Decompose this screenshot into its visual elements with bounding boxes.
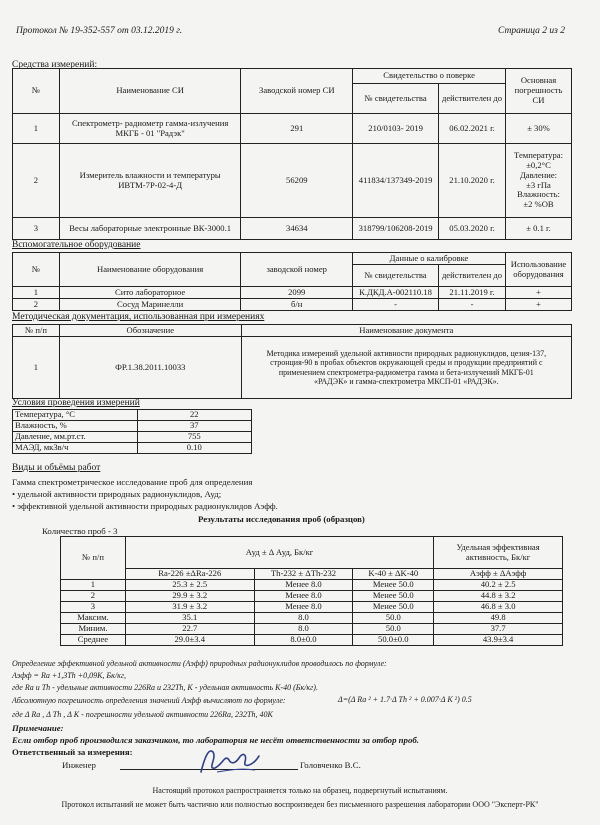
table-row — [61, 624, 563, 635]
col-code: Обозначение — [59, 325, 241, 337]
cell: 46.8 ± 3.0 — [434, 602, 563, 613]
cell: Менее 8.0 — [254, 602, 353, 613]
col-error: Основная погрешность СИ — [506, 69, 572, 114]
work-line: • удельной активности природных радионуклидов, Ауд; — [12, 489, 222, 499]
col-num: № п/п — [61, 537, 126, 580]
cell: 2 — [13, 299, 60, 311]
cell: Миним. — [61, 624, 126, 635]
cell: 22 — [137, 410, 251, 421]
remark-title: Примечание: — [12, 723, 64, 733]
cell: + — [505, 287, 571, 299]
col-aud: Ауд ± Δ Ауд, Бк/кг — [125, 537, 433, 569]
cell: б/н — [241, 299, 353, 311]
table-row — [61, 635, 563, 646]
cell: 37 — [137, 421, 251, 432]
cell: 318799/106208-2019 — [353, 218, 439, 240]
cell: 210/0103- 2019 — [353, 114, 439, 144]
col-cert-num: № свидетельства — [353, 265, 439, 287]
cell: - — [439, 299, 506, 311]
responsible-title: Ответственный за измерения: — [12, 747, 133, 757]
col-aeff-sub: Аэфф ± ΔАэфф — [434, 569, 563, 580]
table-row — [13, 421, 252, 432]
cell: 8.0±0.0 — [254, 635, 353, 646]
cell: 31.9 ± 3.2 — [125, 602, 254, 613]
footer-line: Настоящий протокол распространяется только на образец, подвергнутый испытаниям. — [152, 786, 448, 795]
cell: Менее 50.0 — [353, 602, 434, 613]
cell: Максим. — [61, 613, 126, 624]
cell: 1 — [13, 287, 60, 299]
col-num: № — [13, 253, 60, 287]
error-line: ±0,2°C — [526, 159, 551, 170]
cell: + — [505, 299, 571, 311]
note-line: Определение эффективной удельной активности (Аэфф) природных радионуклидов проводилось по формуле: — [12, 659, 387, 668]
error-line: Давление: — [519, 169, 558, 180]
table-row — [13, 299, 572, 311]
col-name: Наименование СИ — [59, 69, 241, 114]
aux-title: Вспомогательное оборудование — [12, 240, 141, 250]
table-row — [13, 410, 252, 421]
cell: 25.3 ± 2.5 — [125, 580, 254, 591]
work-line: • эффективной удельной активности природных радионуклидов Аэфф. — [12, 501, 278, 511]
cell: 2099 — [241, 287, 353, 299]
cell: 29.9 ± 3.2 — [125, 591, 254, 602]
col-serial: Заводской номер СИ — [241, 69, 353, 114]
cell: Менее 8.0 — [254, 591, 353, 602]
col-cert-group: Свидетельство о поверке — [353, 69, 506, 84]
table-row — [61, 613, 563, 624]
cell — [241, 337, 571, 399]
cell: 8.0 — [254, 624, 353, 635]
cell: 06.02.2021 г. — [439, 114, 506, 144]
doc-line: «РАДЭК» и гамма-спектрометра МКСП-01 «РАДЭК». — [313, 376, 499, 386]
cell: 0.10 — [137, 443, 251, 454]
cell: 21.11.2019 г. — [439, 287, 506, 299]
col-num: № — [13, 69, 60, 114]
cell: 755 — [137, 432, 251, 443]
cell: ± 30% — [506, 114, 572, 144]
cell: Измеритель влажности и температуры ИВТМ-7Р-02-4-Д — [59, 144, 241, 218]
table-row — [13, 144, 572, 218]
instruments-title: Средства измерений: — [12, 60, 98, 70]
col-serial: заводской номер — [241, 253, 353, 287]
cell: К.ДКД.А-002110.18 — [353, 287, 439, 299]
note-line: где Δ Ra , Δ Th , Δ K - погрешности удельной активности 226Ra, 232Th, 40K — [12, 710, 273, 719]
cell: 40.2 ± 2.5 — [434, 580, 563, 591]
error-line: ±2 %ОВ — [523, 199, 554, 210]
doc-line: стронция-90 в пробах объектов окружающей среды и продукции предприятий с — [270, 358, 543, 368]
cell: 37.7 — [434, 624, 563, 635]
table-row — [61, 580, 563, 591]
signature-icon — [195, 742, 265, 778]
formula: Δ=(Δ Ra ² + 1.7·Δ Th ² + 0.007·Δ K ²) 0.5 — [338, 695, 472, 704]
error-line: Влажность: — [517, 189, 560, 200]
cell — [506, 144, 572, 218]
table-row — [13, 337, 572, 399]
work-title: Виды и объёмы работ — [12, 463, 101, 473]
cell: 411834/137349-2019 — [353, 144, 439, 218]
cell: 50.0 — [353, 613, 434, 624]
cell: ФР.1.38.2011.10033 — [59, 337, 241, 399]
cell: 43.9±3.4 — [434, 635, 563, 646]
cell: Менее 50.0 — [353, 580, 434, 591]
cell: Менее 50.0 — [353, 591, 434, 602]
cell: Температура, °С — [13, 410, 138, 421]
cell: Давление, мм.рт.ст. — [13, 432, 138, 443]
work-line: Гамма спектрометрическое исследование проб для определения — [12, 477, 253, 487]
footer-line: Протокол испытаний не может быть частично или полностью воспроизведен без письменного разрешения лаборатории ООО "Эксперт-РК" — [61, 800, 539, 809]
table-row — [13, 114, 572, 144]
cell: Спектрометр- радиометр гамма-излучения МКГБ - 01 "Радэк" — [59, 114, 241, 144]
table-row — [61, 602, 563, 613]
cell: 22.7 — [125, 624, 254, 635]
cell: 49.8 — [434, 613, 563, 624]
cell: Среднее — [61, 635, 126, 646]
table-row — [61, 591, 563, 602]
col-aeff: Удельная эффективная активность, Бк/кг — [434, 537, 563, 569]
col-name: Наименование оборудования — [59, 253, 241, 287]
cell: 1 — [13, 337, 60, 399]
doc-line: Методика измерений удельной активности природных радионуклидов, цезия-137, — [266, 349, 547, 359]
conditions-title: Условия проведения измерений — [12, 398, 140, 408]
protocol-number: Протокол № 19-352-557 от 03.12.2019 г. — [16, 26, 183, 36]
cell: 2 — [61, 591, 126, 602]
page-number: Страница 2 из 2 — [498, 26, 565, 36]
cell: Весы лабораторные электронные ВК-3000.1 — [59, 218, 241, 240]
col-cal-group: Данные о калибровке — [353, 253, 506, 265]
cell: ± 0.1 г. — [506, 218, 572, 240]
col-valid: действителен до — [439, 84, 506, 114]
col-valid: действителен до — [439, 265, 506, 287]
sample-count: Количество проб - 3 — [42, 526, 118, 536]
table-row — [13, 443, 252, 454]
cell: - — [353, 299, 439, 311]
method-table — [12, 324, 572, 399]
cell: 50.0±0.0 — [353, 635, 434, 646]
cell: Менее 8.0 — [254, 580, 353, 591]
cell: 1 — [61, 580, 126, 591]
engineer-role: Инженер — [62, 760, 96, 770]
cell: 29.0±3.4 — [125, 635, 254, 646]
cell: 2 — [13, 144, 60, 218]
error-line: Температура: — [514, 149, 563, 160]
table-row — [13, 218, 572, 240]
cell: 44.8 ± 3.2 — [434, 591, 563, 602]
col-doc-name: Наименование документа — [241, 325, 571, 337]
note-line: Абсолютную погрешность определения значений Аэфф вычисляют по формуле: — [12, 696, 286, 705]
cell: Влажность, % — [13, 421, 138, 432]
instruments-table — [12, 68, 572, 240]
note-line: Аэфф = Ra +1,3Th +0,09K, Бк/кг, — [12, 671, 126, 680]
cell: 3 — [13, 218, 60, 240]
error-line: ±3 гПа — [526, 179, 551, 190]
aux-table — [12, 252, 572, 311]
cell: 50.0 — [353, 624, 434, 635]
remark-text: Если отбор проб производился заказчиком, то лаборатория не несёт ответственности за отбор проб. — [12, 735, 419, 745]
cell: 21.10.2020 г. — [439, 144, 506, 218]
method-title: Методическая документация, использованная при измерениях — [12, 312, 265, 322]
table-row — [13, 287, 572, 299]
col-num: № п/п — [13, 325, 60, 337]
results-table — [60, 536, 563, 646]
engineer-name: Головченко В.С. — [300, 760, 361, 770]
note-line: где Ra и Th - удельные активности 226Ra и 232Th, K - удельная активность К-40 (Бк/кг). — [12, 683, 318, 692]
col-cert-num: № свидетельства — [353, 84, 439, 114]
table-row — [13, 432, 252, 443]
conditions-table — [12, 409, 252, 454]
cell: 1 — [13, 114, 60, 144]
col-ra: Ra-226 ±ΔRa-226 — [125, 569, 254, 580]
col-k: K-40 ± ΔK-40 — [353, 569, 434, 580]
cell: 8.0 — [254, 613, 353, 624]
results-title: Результаты исследования проб (образцов) — [198, 514, 365, 524]
cell: Сито лабораторное — [59, 287, 241, 299]
cell: 56209 — [241, 144, 353, 218]
col-th: Th-232 ± ΔTh-232 — [254, 569, 353, 580]
col-usage: Использование оборудования — [505, 253, 571, 287]
doc-line: применением спектрометра-радиометра гамма и бета-излучений МКГБ-01 — [278, 367, 534, 377]
cell: Сосуд Маринелли — [59, 299, 241, 311]
cell: 3 — [61, 602, 126, 613]
cell: 05.03.2020 г. — [439, 218, 506, 240]
cell: 35.1 — [125, 613, 254, 624]
cell: 34634 — [241, 218, 353, 240]
cell: 291 — [241, 114, 353, 144]
cell: МАЭД, мкЗв/ч — [13, 443, 138, 454]
